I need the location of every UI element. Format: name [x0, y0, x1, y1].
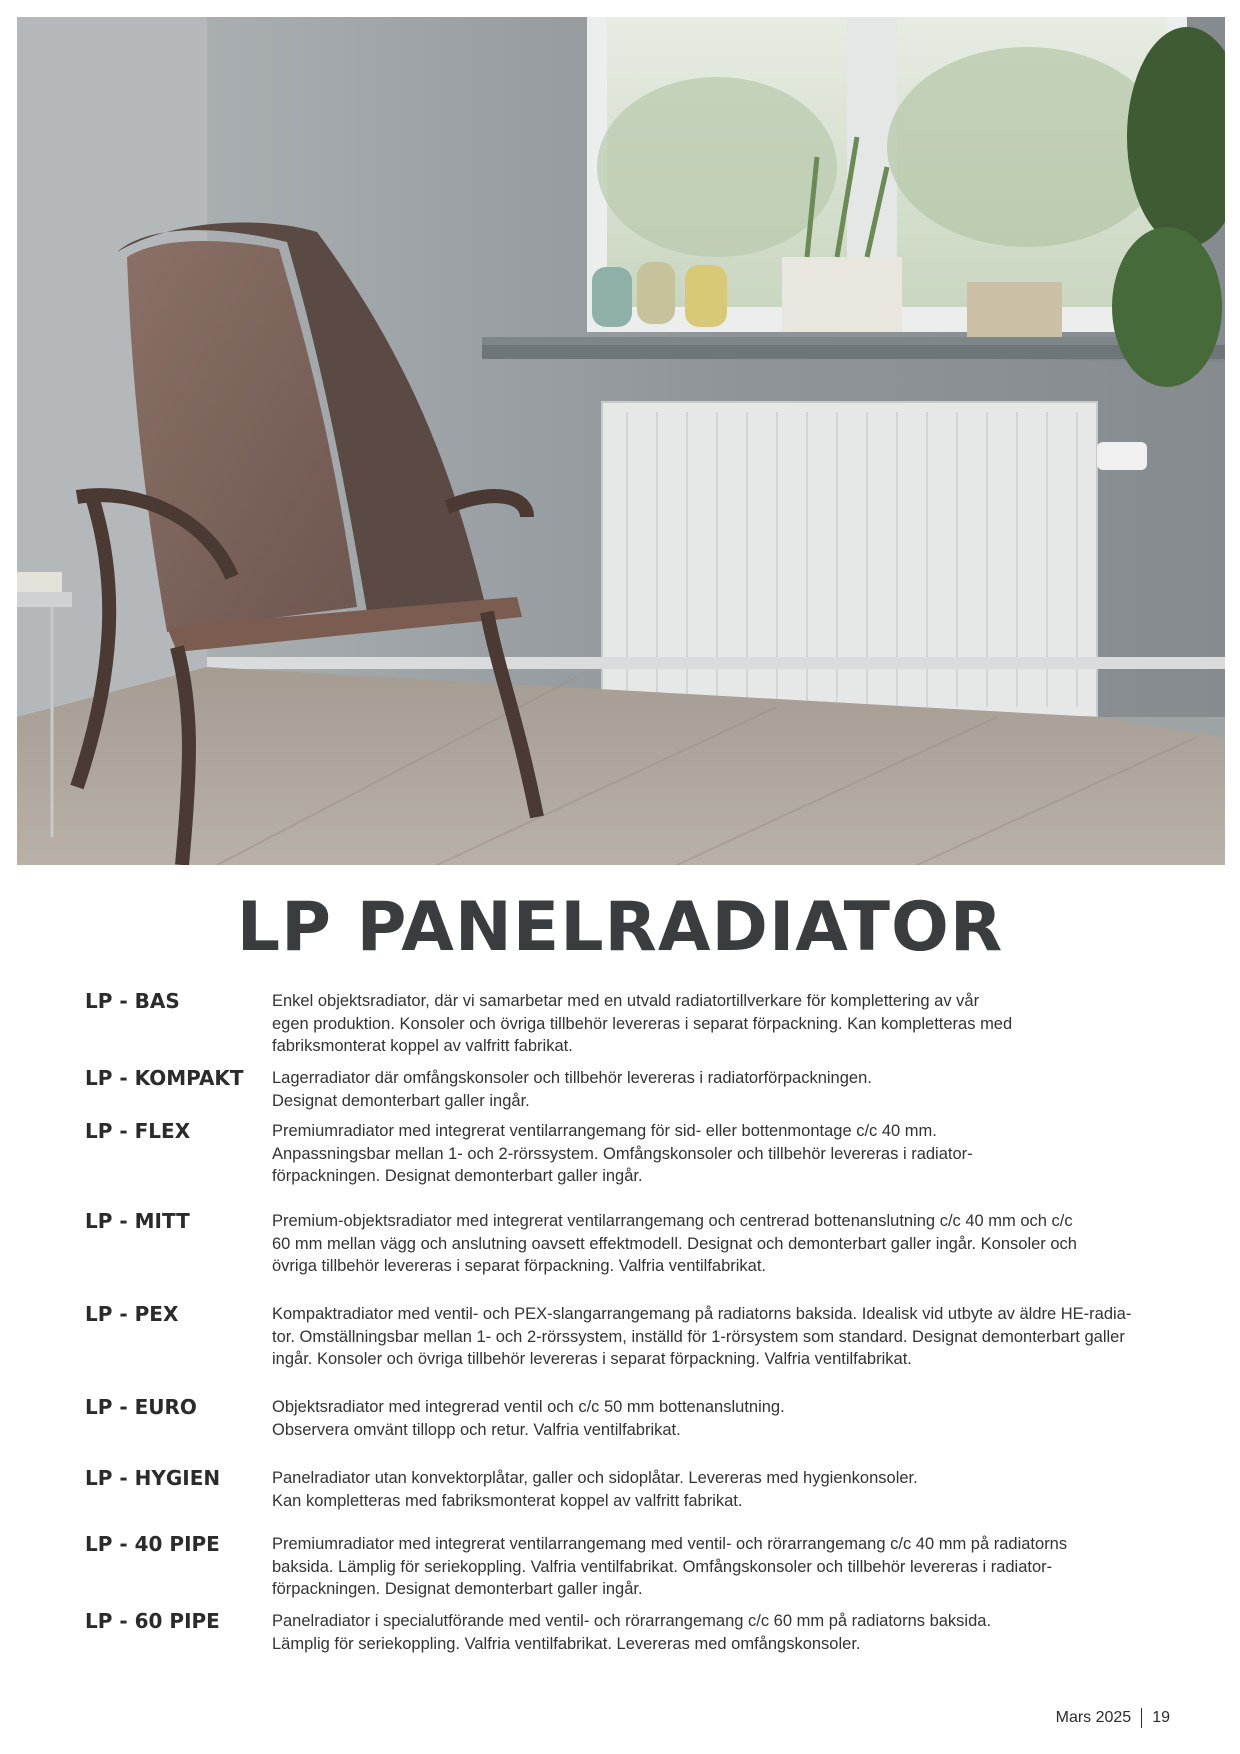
desc-line: ingår. Konsoler och övriga tillbehör levereras i separat förpackning. Valfria ventilfabrikat. — [272, 1350, 912, 1368]
desc-line: tor. Omställningsbar mellan 1- och 2-rörssystem, inställd för 1-rörsystem som standard. Designat demonterbart galler — [272, 1327, 1125, 1346]
desc-line: Kan kompletteras med fabriksmonterat koppel av valfritt fabrikat. — [272, 1491, 743, 1510]
item-description — [272, 1467, 1162, 1512]
desc-line: Kompaktradiator med ventil- och PEX-slangarrangemang på radiatorns baksida. Idealisk vid utbyte av äldre HE-radia- — [272, 1305, 1132, 1323]
item-label: LP - 60 PIPE — [85, 1609, 220, 1633]
item-description — [272, 1610, 1162, 1655]
item-label: LP - MITT — [85, 1209, 190, 1233]
desc-line: Premiumradiator med integrerat ventilarrangemang med ventil- och rörarrangemang c/c 40 mm på radiatorns — [272, 1535, 1068, 1553]
hero-photo — [17, 17, 1225, 865]
item-description — [272, 1533, 1162, 1601]
desc-line: Premium-objektsradiator med integrerat ventilarrangemang och centrerad bottenanslutning c/c 40 mm och c/c — [272, 1212, 1073, 1230]
page-number: 19 — [1152, 1709, 1170, 1726]
item-label: LP - BAS — [85, 989, 180, 1013]
desc-line: 60 mm mellan vägg och anslutning oavsett effektmodell. Designat och demonterbart galler ingår. Konsoler och — [272, 1234, 1077, 1253]
desc-line: Anpassningsbar mellan 1- och 2-rörssystem. Omfångskonsoler och tillbehör levereras i radiator- — [272, 1144, 973, 1163]
item-label: LP - FLEX — [85, 1119, 191, 1143]
desc-line: baksida. Lämplig för seriekoppling. Valfria ventilfabrikat. Omfångskonsoler och tillbehör levereras i radiator- — [272, 1557, 1053, 1576]
desc-line: Premiumradiator med integrerat ventilarrangemang för sid- eller bottenmontage c/c 40 mm. — [272, 1122, 937, 1140]
desc-line: Lämplig för seriekoppling. Valfria ventilfabrikat. Levereras med omfångskonsoler. — [272, 1634, 861, 1653]
item-label: LP - 40 PIPE — [85, 1532, 220, 1556]
desc-line: Objektsradiator med integrerad ventil och c/c 50 mm bottenanslutning. — [272, 1398, 785, 1416]
desc-line: egen produktion. Konsoler och övriga tillbehör levereras i separat förpackning. Kan kompletteras med — [272, 1014, 1013, 1033]
item-description — [272, 1120, 1162, 1188]
item-label: LP - EURO — [85, 1395, 197, 1419]
page-footer — [1056, 1708, 1170, 1728]
footer-separator — [1141, 1708, 1142, 1728]
desc-line: Panelradiator i specialutförande med ventil- och rörarrangemang c/c 60 mm på radiatorns baksida. — [272, 1612, 992, 1630]
desc-line: förpackningen. Designat demonterbart galler ingår. — [272, 1167, 643, 1185]
item-description — [272, 990, 1162, 1058]
desc-line: Designat demonterbart galler ingår. — [272, 1091, 530, 1110]
item-description — [272, 1396, 1162, 1441]
item-description — [272, 1067, 1162, 1112]
footer-date: Mars 2025 — [1055, 1709, 1132, 1726]
item-description — [272, 1303, 1162, 1371]
desc-line: Observera omvänt tillopp och retur. Valfria ventilfabrikat. — [272, 1420, 681, 1439]
desc-line: Lagerradiator där omfångskonsoler och tillbehör levereras i radiatorförpackningen. — [272, 1069, 872, 1087]
page-title: LP PANELRADIATOR — [236, 888, 1004, 967]
desc-line: övriga tillbehör levereras i separat förpackning. Valfria ventilfabrikat. — [272, 1257, 767, 1275]
item-description — [272, 1210, 1162, 1278]
item-label: LP - PEX — [85, 1302, 179, 1326]
desc-line: Enkel objektsradiator, där vi samarbetar med en utvald radiatortillverkare för komplettering av vår — [272, 992, 980, 1010]
desc-line: fabriksmonterat koppel av valfritt fabrikat. — [272, 1037, 573, 1055]
item-label: LP - KOMPAKT — [85, 1066, 244, 1090]
room-illustration — [17, 17, 1225, 865]
desc-line: Panelradiator utan konvektorplåtar, galler och sidoplåtar. Levereras med hygienkonsoler. — [272, 1469, 918, 1487]
item-label: LP - HYGIEN — [85, 1466, 221, 1490]
desc-line: förpackningen. Designat demonterbart galler ingår. — [272, 1580, 643, 1598]
